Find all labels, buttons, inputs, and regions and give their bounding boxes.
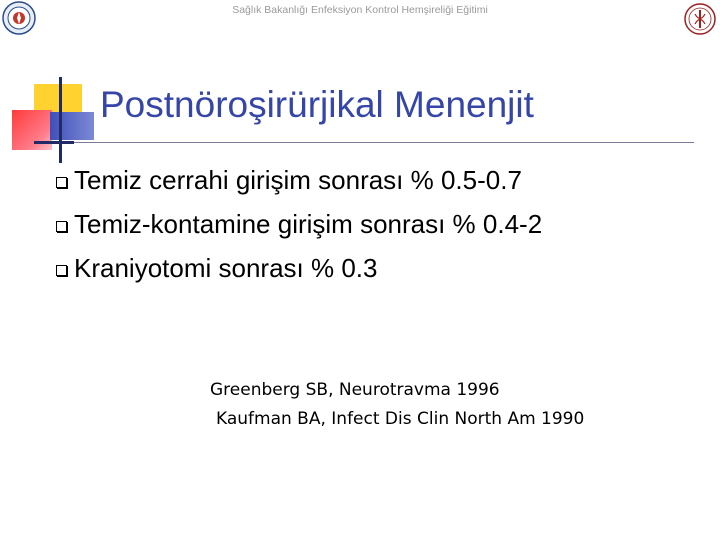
- reference-item: Kaufman BA, Infect Dis Clin North Am 1990: [216, 409, 585, 429]
- slide-title: Postnöroşirürjikal Menenjit: [100, 84, 534, 125]
- decor-blue-square: [50, 112, 94, 140]
- decor-underline-accent: [34, 141, 74, 144]
- decor-red-square: [12, 110, 52, 150]
- references: [210, 376, 584, 434]
- bullet-text: Kraniyotomi sonrası % 0.3: [74, 253, 378, 283]
- checkbox-bullet-icon: [56, 265, 67, 276]
- header-title: Sağlık Bakanlığı Enfeksiyon Kontrol Hemşireliği Eğitimi: [232, 4, 488, 16]
- checkbox-bullet-icon: [56, 177, 67, 188]
- title-underline: [34, 142, 694, 143]
- reference-item: Greenberg SB, Neurotravma 1996: [210, 380, 500, 400]
- association-logo: [683, 1, 717, 37]
- checkbox-bullet-icon: [56, 221, 67, 232]
- decor-vertical-line: [59, 77, 62, 163]
- bullet-text: Temiz-kontamine girişim sonrası % 0.4-2: [74, 209, 543, 239]
- bullet-text: Temiz cerrahi girişim sonrası % 0.5-0.7: [74, 165, 522, 195]
